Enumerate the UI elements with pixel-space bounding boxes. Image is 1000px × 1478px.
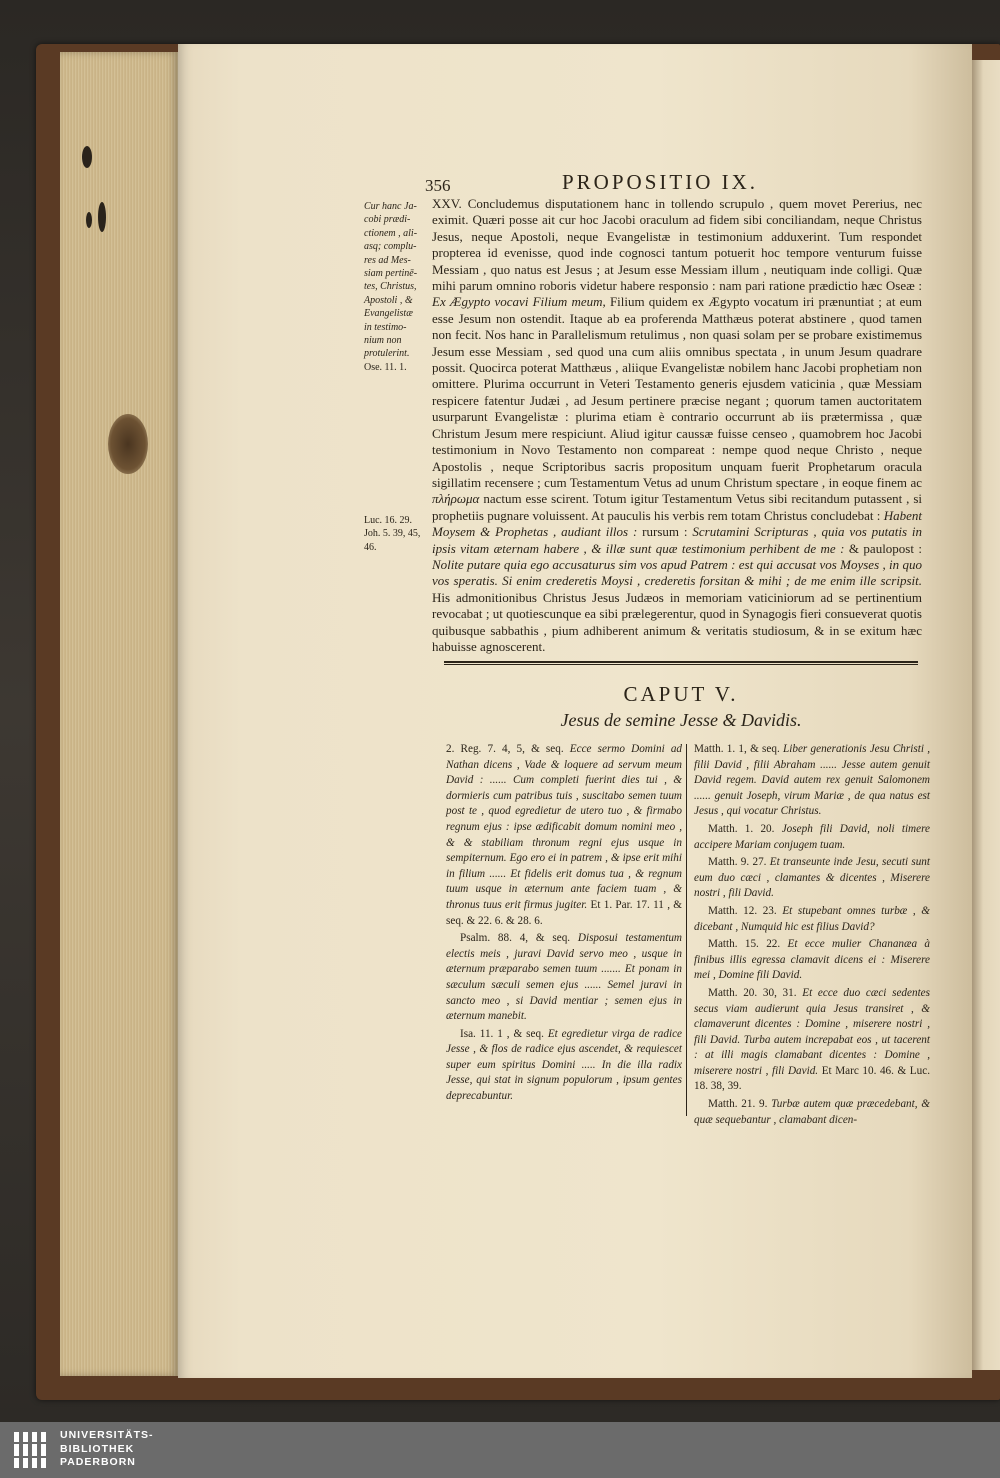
main-paragraph [432, 196, 922, 655]
margin-note-line: Luc. 16. 29. [364, 515, 413, 526]
margin-note-line: Cur hanc Ja- [364, 201, 417, 212]
library-name-line: PADERBORN [60, 1456, 136, 1468]
margin-note-line: Ose. 11. 1. [364, 361, 407, 373]
body-quote: Habent Moysem & Prophetas , audiant illos : [432, 507, 922, 540]
citation-quote: Disposui testamentum electis meis , juravi David servo meo , usque in æternum præparabo semen tuum ....... Et ponam in sæculum sæculi semen ejus ...... Semel juravi in sancto meo , si David mentiar ; semen ejus in æternum manebit. [446, 932, 683, 1023]
citation-quote: Et transeunte inde Jesu, secuti sunt eum duo cæci , clamantes & dicentes , Miserere nostri , fili David. [694, 856, 930, 900]
column-divider [686, 744, 687, 1116]
citation-tail: Et Marc 10. 46. & Luc. 18. 38, 39. [694, 1064, 930, 1093]
citation-quote: Ecce sermo Domini ad Nathan dicens , Vade & loquere ad servum meum David : ...... Cum completi fuerint dies tui , & dormieris cum patribus tuis , suscitabo semen tuum post te , quod egredietur de utero tuo , & firmabo regnum ejus : ipse ædificabit domum nomini meo , & & stabiliam thronum regni ejus usque in sempiternum. Ego ero ei in patrem , & ipse erit mihi in filium ...... Et fidelis erit domus tua , & regnum tuum usque in æternum ante faciem tuam , & thronus tuus erit firmus jugiter. [446, 743, 683, 911]
citation-entry [694, 822, 930, 853]
right-page-edge [972, 60, 1000, 1370]
citation-quote: Joseph fili David, noli timere accipere Mariam conjugem tuam. [694, 822, 930, 851]
library-name [60, 1429, 154, 1470]
library-name-line: BIBLIOTHEK [60, 1442, 135, 1455]
citation-reference: Matth. 9. 27. [708, 856, 767, 869]
citation-reference: Matth. 15. 22. [708, 938, 781, 951]
margin-note-references [364, 514, 428, 554]
citation-reference: Matth. 21. 9. [708, 1098, 768, 1111]
margin-note-line: in testimo- [364, 321, 407, 333]
citation-entry [694, 855, 930, 902]
running-head: PROPOSITIO IX. [562, 170, 759, 194]
margin-note [364, 200, 428, 374]
citation-quote: Turbæ autem quæ præcedebant, & quæ sequebantur , clamabant dicen- [694, 1098, 930, 1126]
body-text: Concludemus disputationem hanc in tollendo scrupulo , quem movet Pererius, nec eximit. Quæri posse ait cur hoc Jacobi oraculum ad fidem sibi conciliandam, neque Christus Jesus, neque Apostoli, neque Evangelistæ in testimonium adduxerint. Tum respondet propterea id evenisse, quod inde cognosci tantum potuerit hoc tempore venturum fuisse Messiam , quo natus est Jesus ; at Jesum esse Messiam illum , neutiquam inde colligi. Quæ mihi parum omnino roboris videtur habere responsio : nam pari ratione prædictio hæc Oseæ : [432, 196, 922, 294]
margin-note-line: cobi prædi- [364, 214, 411, 226]
margin-note-line: Joh. 5. 39, 45, [364, 528, 421, 540]
citation-reference: Matth. 12. 23. [708, 904, 777, 917]
citation-tail: Et 1. Par. 17. 11 , & seq. & 22. 6. & 28. 6. [446, 898, 682, 927]
paragraph-number: XXV. [432, 196, 462, 211]
page-stain [108, 414, 148, 474]
page-number: 356 [425, 176, 451, 195]
body-quote: Scrutamini Scripturas , quia vos putatis in ipsis vitam æternam habere , & illæ sunt quæ testimonium perhibent de me : [432, 524, 922, 556]
margin-note-line: ctionem , ali- [364, 227, 418, 239]
margin-note-line: 46. [364, 541, 377, 553]
body-text: nactum esse scirent. Totum igitur Testamentum Vetus sibi recitandum putassent , si prophetiis pugnare voluissent. At pauculis his verbis rem totam Christus concludebat : [432, 491, 923, 523]
margin-note-line: protulerint. [364, 348, 410, 360]
margin-note-line: asq; complu- [364, 241, 417, 253]
margin-note-line: Evangelistæ [364, 308, 413, 320]
right-column [694, 742, 930, 1130]
citation-quote: Et egredietur virga de radice Jesse , & flos de radice ejus ascendet, & requiescet super eum spiritus Domini ..... In die illa radix Jesse, qui stat in signum populorum , ipsum gentes deprecabuntur. [446, 1027, 683, 1103]
body-text: rursum : [642, 524, 688, 540]
citation-entry [694, 904, 930, 935]
citation-entry [694, 742, 930, 820]
library-logo-icon [12, 1430, 52, 1470]
library-name-line: UNIVERSITÄTS- [60, 1429, 154, 1441]
citation-quote: Et stupebant omnes turbæ , & dicebant , Numquid hic est filius David? [694, 904, 930, 933]
citation-entry [446, 1027, 682, 1105]
citation-reference: Isa. 11. 1 , & seq. [460, 1027, 544, 1040]
body-text: Filium quidem ex Ægypto vocatum iri prænuntiat ; at eum esse Jesum non ostendit. Itaque ab ea proferenda Matthæus poterat abstinere , quod tamen non fecit. Nos hanc in Parallelismum retulimus , non quasi solam per se probare existimemus Jesum esse Messiam , sed quod una cum aliis omnibus spectata , in unum Jesum quadrare possit. Quocirca poterat Matthæus , aliique Evangelistæ nobilem hanc Jacobi prophetiam non omittere. Plurima occurrunt in Veteri Testamento generis ejusdem vaticinia , quæ Messiam respicere fatentur Judæi , ad Jesum pertinere præcise negant ; quorum tamen auctoritatem usurparunt Evangelistæ : plurima etiam è contrario occurrunt ab iis prætermissa , quæ Christum Jesum mere respiciunt. Aliud igitur caussæ fuisse censeo , quamobrem hoc Jacobi testimonium in Novo Testamento non compareat : nempe quod neque Christo , neque Apostolis , neque Scriptoribus sacris propositum unquam fuerit Prophetarum oracula sigillatim recensere ; cum Testamentum Vetus ad unum Christum spectare , in eoque finem ac [432, 294, 922, 490]
body-text: His admonitionibus Christus Jesus Judæos in memoriam vaticiniorum ad se pertinentium revocabat ; ut quotiescunque ea sibi prælegerentur, quod in Synagogis fieri consueverat quotis quibusque sabbathis , pium adhiberent animum & veritatis studiosum, & in se exitum hæc habuisse agnoscerent. [432, 589, 922, 654]
citation-reference: Matth. 20. 30, 31. [708, 986, 797, 999]
library-footer [0, 1422, 1000, 1478]
margin-note-line: tes, Christus, [364, 281, 417, 293]
margin-note-line: Apostoli , & [364, 294, 413, 306]
chapter-title: CAPUT V. [623, 682, 739, 706]
citation-reference: 2. Reg. 7. 4, 5, & seq. [446, 743, 564, 755]
citation-entry [446, 931, 682, 1025]
chapter-subtitle: Jesus de semine Jesse & Davidis. [560, 710, 802, 730]
citation-entry [446, 742, 682, 929]
ink-stain [86, 212, 92, 228]
body-text: & paulopost : [848, 540, 923, 556]
citation-entry [694, 937, 930, 984]
margin-note-line: siam pertinē- [364, 268, 418, 280]
citation-reference: Psalm. 88. 4, & seq. [460, 932, 571, 945]
citation-quote: Et ecce duo cæci sedentes secus viam audierunt quia Jesus transiret , & clamaverunt dicentes : Domine , miserere nostri , fili David. Turba autem increpabat eos , ut tacerent : at illi magis clamabant dicentes : Domine , miserere nostri , fili David. [694, 986, 930, 1077]
greek-word: πλήρωμα [432, 491, 480, 507]
margin-note-line: nium non [364, 335, 402, 347]
section-divider [444, 661, 918, 665]
citation-quote: Liber generationis Jesu Christi , filii David , filii Abraham ...... Jesse autem genuit David regem. David autem rex genuit Salomonem ...... genuit Joseph, virum Mariæ , de qua natus est Jesus , qui vocatur Christus. [694, 743, 930, 818]
body-quote: Nolite putare quia ego accusaturus sim vos apud Patrem : est qui accusat vos Moyses , in quo vos speratis. Si enim crederetis Moysi , crederetis forsitan & mihi ; de me enim ille scripsit. [432, 556, 922, 589]
page-edges [60, 52, 178, 1376]
citation-entry [694, 986, 930, 1095]
citation-reference: Matth. 1. 1, & seq. [694, 743, 780, 755]
citation-quote: Et ecce mulier Chananæa à finibus illis egressa clamavit dicens ei : Miserere mei , Domine fili David. [694, 938, 930, 982]
citation-reference: Matth. 1. 20. [708, 822, 775, 835]
ink-stain [98, 202, 106, 232]
margin-note-line: res ad Mes- [364, 254, 411, 266]
ink-stain [82, 146, 92, 168]
citation-entry [694, 1097, 930, 1128]
left-column [446, 742, 682, 1107]
body-quote: Ex Ægypto vocavi Filium meum, [432, 294, 606, 310]
